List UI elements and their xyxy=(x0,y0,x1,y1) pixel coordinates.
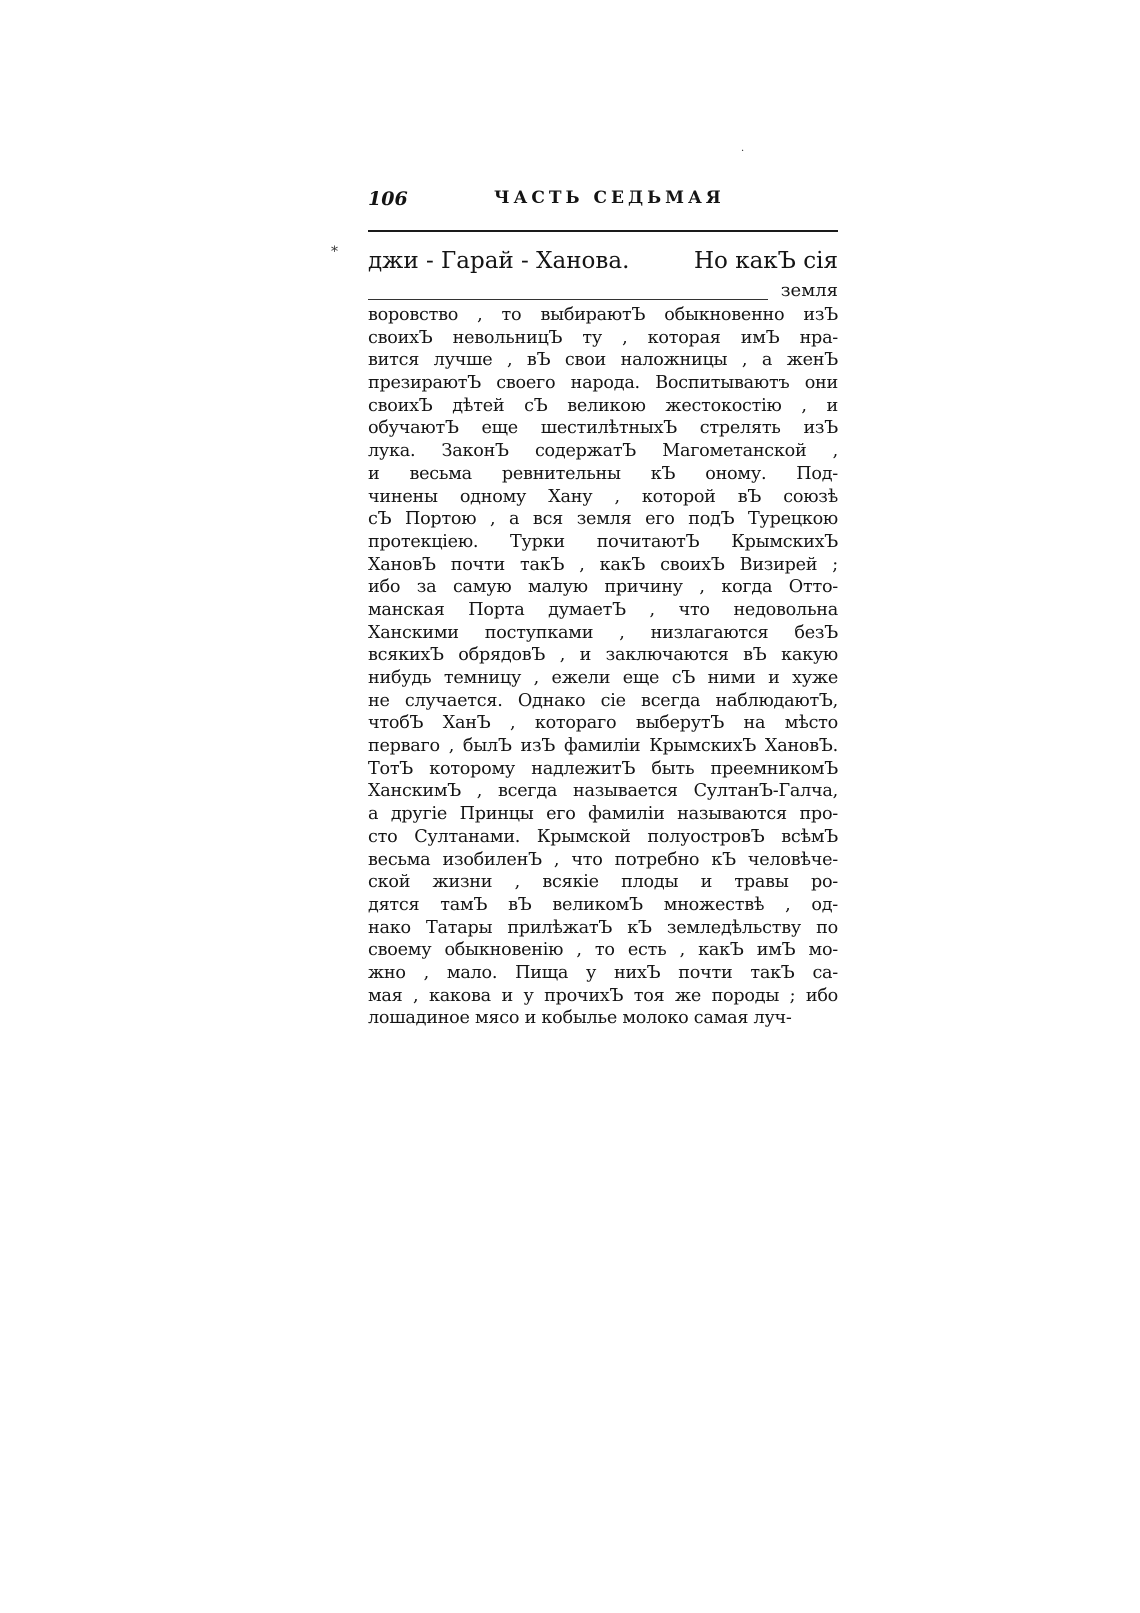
text-line: обучаютЪ еще шестилѣтныхЪ стрелять изЪ xyxy=(368,418,838,439)
text-line: своихЪ невольницЪ ту , которая имЪ нра- xyxy=(368,327,838,348)
text-line: весьма изобиленЪ , что потребно кЪ человѣче- xyxy=(368,849,838,870)
text-line: манская Порта думаетЪ , что недовольна xyxy=(368,599,838,620)
text-line: ТотЪ которому надлежитЪ быть преемникомЪ xyxy=(368,758,838,779)
running-title: ЧАСТЬ СЕДЬМАЯ xyxy=(494,188,725,208)
page-number: 106 xyxy=(368,188,408,210)
text-line: презираютЪ своего народа. Воспитываютъ они xyxy=(368,373,838,394)
text-line: своихЪ дѣтей сЪ великою жестокостію , и xyxy=(368,395,838,416)
text-line: лошадиное мясо и кобылье молоко самая луч- xyxy=(368,1008,792,1029)
body-text xyxy=(368,304,838,1030)
text-line: а другіе Принцы его фамиліи называются про- xyxy=(368,804,838,825)
continuation-right: Но какЪ сія xyxy=(693,248,838,274)
header-rule xyxy=(368,230,838,232)
margin-speck: * xyxy=(331,244,338,260)
section-rule xyxy=(368,299,768,300)
text-line: всякихЪ обрядовЪ , и заключаются вЪ какую xyxy=(368,645,838,666)
text-line: нако Татары прилѣжатЪ кЪ земледѣльству по xyxy=(368,917,838,938)
page-header xyxy=(368,188,838,216)
text-line: чтобЪ ХанЪ , котораго выберутЪ на мѣсто xyxy=(368,713,838,734)
text-line: своему обыкновенію , то есть , какЪ имЪ мо- xyxy=(368,940,838,961)
continuation-left: джи - Гарай - Ханова. xyxy=(368,248,630,274)
text-line: и весьма ревнительны кЪ оному. Под- xyxy=(368,463,838,484)
ink-speck: · xyxy=(741,146,745,157)
text-line: чинены одному Хану , которой вЪ союзѣ xyxy=(368,486,838,507)
text-line: мая , какова и у прочихЪ тоя же породы ; ибо xyxy=(368,985,838,1006)
text-line: воровство , то выбираютЪ обыкновенно изЪ xyxy=(368,305,838,325)
text-line: жно , мало. Пища у нихЪ почти такЪ са- xyxy=(368,962,838,983)
text-line: сЪ Портою , а вся земля его подЪ Турецкою xyxy=(368,509,838,530)
text-line: не случается. Однако сіе всегда наблюдаютЪ, xyxy=(368,690,838,711)
text-line: вится лучше , вЪ свои наложницы , а женЪ xyxy=(368,350,838,371)
text-line: Ханскими поступками , низлагаются безЪ xyxy=(368,622,838,643)
text-line: сто Султанами. Крымской полуостровЪ всѣмЪ xyxy=(368,826,838,847)
text-line: ской жизни , всякіе плоды и травы ро- xyxy=(368,872,838,893)
catchword: земля xyxy=(780,280,838,301)
text-line: нибудь темницу , ежели еще сЪ ними и хуже xyxy=(368,668,838,688)
text-line: ХановЪ почти такЪ , какЪ своихЪ Визирей ; xyxy=(368,554,838,575)
text-line: протекціею. Турки почитаютЪ КрымскихЪ xyxy=(368,531,838,552)
text-line: дятся тамЪ вЪ великомЪ множествѣ , од- xyxy=(368,894,838,915)
text-line: ибо за самую малую причину , когда Отто- xyxy=(368,577,838,598)
continuation-line xyxy=(368,248,838,282)
text-line: лука. ЗаконЪ содержатЪ Магометанской , xyxy=(368,441,838,462)
text-line: ХанскимЪ , всегда называется СултанЪ-Галча, xyxy=(368,781,838,802)
text-line: перваго , былЪ изЪ фамиліи КрымскихЪ ХановЪ. xyxy=(368,736,838,757)
